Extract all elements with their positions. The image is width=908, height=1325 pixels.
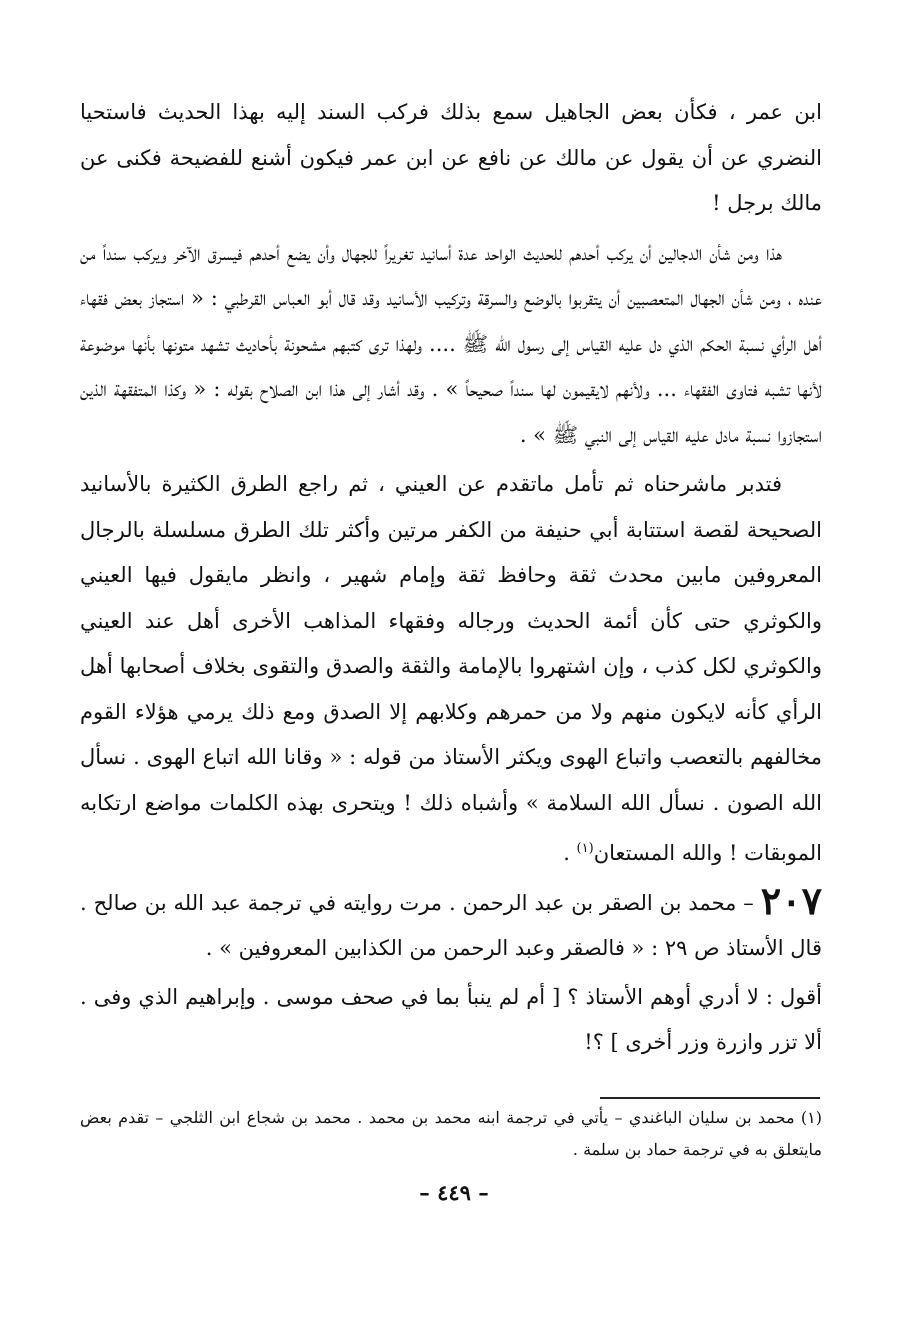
main-text [80, 90, 822, 1066]
entry-number: ٢٠٧ [760, 877, 822, 923]
footnote [80, 1102, 822, 1166]
entry-text: – محمد بن الصقر بن عبد الرحمن . مرت روايته في ترجمة عبد الله بن صالح . قال الأستاذ ص ٢٩ : « فالصقر وعبد الرحمن من الكذابين المعروفين » . [80, 890, 822, 960]
paragraph-5: أقول : لا أدري أوهم الأستاذ ؟ [ أم لم ينبأ بما في صحف موسى . وإبراهيم الذي وفى . ألا تزر وازرة وزر أخرى ] ؟! [80, 984, 822, 1054]
page-number: – ٤٤٩ – [419, 1180, 489, 1205]
footnote-marker: (١) [576, 841, 594, 856]
entry-paragraph [80, 877, 822, 971]
paragraph-3: فتدبر ماشرحناه ثم تأمل ماتقدم عن العيني ، ثم راجع الطرق الكثيرة بالأسانيد الصحيحة لقصة استتابة أبي حنيفة من الكفر مرتين وأكثر تلك الطرق مسلسلة بالرجال المعروفين مابين محدث ثقة وحافظ ثقة وإمام شهير ، وانظر مايقول فيها العيني والكوثري حتى كأن أئمة الحديث ورجاله وفقهاء المذاهب الأخرى أهل عند العيني والكوثري لكل كذب ، وإن اشتهروا بالإمامة والثقة والصدق والتقوى بخلاف أصحابها أهل الرأي كأنه لايكون منهم ولا من حمرهم وكلابهم إلا الصدق ومع ذلك يرمي هؤلاء القوم مخالفهم بالتعصب واتباع الهوى ويكثر الأستاذ من قوله : « وقانا الله اتباع الهوى . نسأل الله الصون . نسأل الله السلامة » وأشباه ذلك ! ويتحرى بهذه الكلمات مواضع ارتكابه الموبقات ! والله المستعان$^{(١)}$ . [80, 472, 822, 865]
footnote-separator [600, 1097, 820, 1099]
paragraph-3-text: فتدبر ماشرحناه ثم تأمل ماتقدم عن العيني ، ثم راجع الطرق الكثيرة بالأسانيد الصحيحة لقصة استتابة أبي حنيفة من الكفر مرتين وأكثر تلك الطرق مسلسلة بالرجال المعروفين مابين محدث ثقة وحافظ ثقة وإمام شهير ، وانظر مايقول فيها العيني والكوثري حتى كأن أئمة الحديث ورجاله وفقهاء المذاهب الأخرى أهل عند العيني والكوثري لكل كذب ، وإن اشتهروا بالإمامة والثقة والصدق والتقوى بخلاف أصحابها أهل الرأي كأنه لايكون منهم ولا من حمرهم وكلابهم إلا الصدق ومع ذلك يرمي هؤلاء القوم مخالفهم بالتعصب واتباع الهوى ويكثر الأستاذ من قوله : « وقانا الله اتباع الهوى . نسأل الله الصون . نسأل الله السلامة » وأشباه ذلك ! ويتحرى بهذه الكلمات مواضع ارتكابه الموبقات ! والله المستعان [80, 472, 822, 865]
paragraph-2: هذا ومن شأن الدجالين أن يركب أحدهم للحديث الواحد عدة أسانيد تغريراً للجهال وأن يضع أحدهم فيسرق الآخر ويركب سنداً من عنده ، ومن شأن الجهال المتعصبين أن يتقربوا بالوضع والسرقة وتركيب الأسانيد وقد قال أبو العباس القرطبي : « استجاز بعض فقهاء أهل الرأي نسبة الحكم الذي دل عليه القياس إلى رسول الله ﷺ .... ولهذا ترى كتبهم مشحونة بأحاديث تشهد متونها بأنها موضوعة لأنها تشبه فتاوى الفقهاء ... ولأنهم لايقيمون لها سنداً صحيحاً » . وقد أشار إلى هذا ابن الصلاح بقوله : « وكذا المتفقهة الذين استجازوا نسبة مادل عليه القياس إلى النبي ﷺ » . [80, 240, 822, 447]
paragraph-1: ابن عمر ، فكأن بعض الجاهيل سمع بذلك فركب السند إليه بهذا الحديث فاستحيا النضري عن أن يقول عن مالك عن نافع عن ابن عمر فيكون أشنع للفضيحة فكنى عن مالك برجل ! [80, 100, 822, 215]
footnote-text: (١) محمد بن سليان الباغندي – يأتي في ترجمة ابنه محمد بن محمد . محمد بن شجاع ابن الثلجي – تقدم بعض مايتعلق به في ترجمة حماد بن سلمة . [80, 1108, 822, 1159]
